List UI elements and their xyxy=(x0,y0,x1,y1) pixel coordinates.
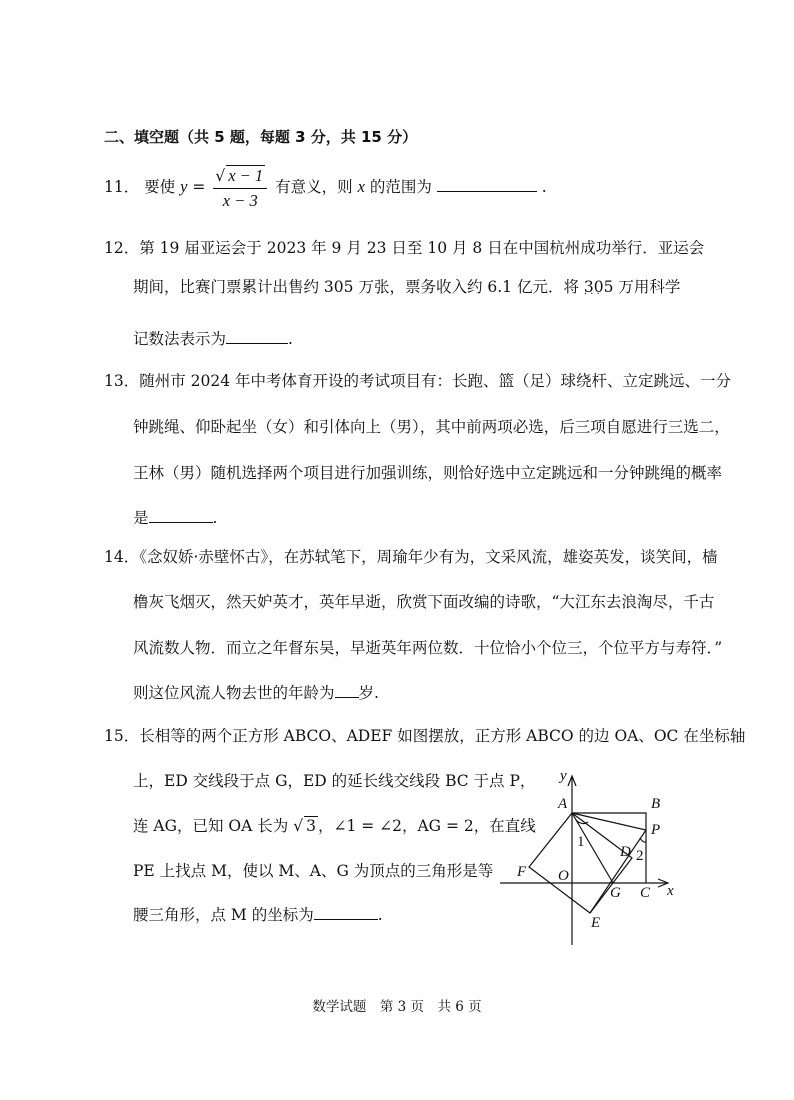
q12-end: . xyxy=(288,330,293,348)
q11-suffix: 的范围为 xyxy=(369,178,432,196)
question-15-line4: PE 上找点 M，使以 M、A、G 为顶点的三角形是等 xyxy=(133,862,494,880)
label-d: D xyxy=(620,844,631,860)
q15-number: 15． xyxy=(104,727,140,745)
page-footer: 数学试题 第 3 页 共 6 页 xyxy=(312,999,482,1015)
question-13-line3: 王林（男）随机选择两个项目进行加强训练，则恰好选中立定跳远和一分钟跳绳的概率 xyxy=(133,464,723,482)
q12-line1: 第 19 届亚运会于 2023 年 9 月 23 日至 10 月 8 日在中国杭州成功举行．亚运会 xyxy=(139,239,705,257)
q15-line3b: ，∠1 = ∠2，AG = 2，在直线 xyxy=(317,817,536,835)
q13-number: 13． xyxy=(104,372,140,390)
label-c: C xyxy=(640,885,651,901)
q11-y: y xyxy=(180,177,188,196)
q15-sqrt: 3 xyxy=(306,817,316,835)
label-angle-2: 2 xyxy=(636,848,644,864)
q12-line2b: 用科学 xyxy=(633,278,681,296)
q15-line3a: 连 AG，已知 OA 长为 xyxy=(133,817,294,835)
section-heading: 二、填空题（共 5 题，每题 3 分，共 15 分） xyxy=(104,128,418,146)
label-g: G xyxy=(610,885,621,901)
q13-line4: 是 xyxy=(133,509,149,527)
q11-denominator: x − 3 xyxy=(222,191,258,210)
label-p: P xyxy=(651,822,661,838)
q12-line2a: 期间，比赛门票累计出售约 305 万张，票务收入约 6.1 亿元．将 xyxy=(133,278,584,296)
q11-end: . xyxy=(541,178,547,196)
q11-numerator: √ x − 1 xyxy=(213,165,267,189)
q15-line5: 腰三角形，点 M 的坐标为 xyxy=(133,906,314,924)
q11-eq: = xyxy=(192,178,211,196)
q11-number: 11． xyxy=(104,178,140,196)
q14-number: 14． xyxy=(104,548,140,566)
q13-line1: 随州市 2024 年中考体育开设的考试项目有：长跑、篮（足）球绕杆、立定跳远、一分 xyxy=(139,372,732,390)
q15-end: . xyxy=(377,906,383,924)
question-14-line2: 橹灰飞烟灭，然天妒英才，英年早逝，欣赏下面改编的诗歌，“大江东去浪淘尽，千古 xyxy=(133,593,715,611)
question-15-line3: 连 AG，已知 OA 长为 √ 3 ，∠1 = ∠2，AG = 2，在直线 xyxy=(133,817,536,835)
q11-prefix: 要使 xyxy=(144,178,176,196)
angle-2-arc xyxy=(640,838,646,842)
question-15-line2: 上，ED 交线段于点 G，ED 的延长线交线段 BC 于点 P， xyxy=(133,772,536,790)
label-b: B xyxy=(651,796,661,812)
q15-line1: 长相等的两个正方形 ABCO、ADEF 如图摆放，正方形 ABCO 的边 OA、OC 在坐标轴 xyxy=(139,727,746,745)
q12-line3: 记数法表示为 xyxy=(133,330,227,348)
label-f: F xyxy=(517,864,527,880)
q14-line4b: 岁. xyxy=(358,684,379,702)
q11-middle: 有意义，则 xyxy=(275,178,353,196)
q12-number: 12． xyxy=(104,239,140,257)
label-y: y xyxy=(560,768,567,784)
label-angle-1: 1 xyxy=(577,834,585,850)
question-13-line2: 钟跳绳、仰卧起坐（女）和引体向上（男），其中前两项必选，后三项自愿进行三选二， xyxy=(133,418,730,436)
label-x: x xyxy=(667,883,674,899)
label-e: E xyxy=(591,915,601,931)
question-14-line3: 风流数人物．而立之年督东吴，早逝英年两位数．十位恰小个位三，个位平方与寿符．” xyxy=(133,639,723,657)
label-o: O xyxy=(558,868,569,884)
label-a: A xyxy=(558,796,568,812)
q11-x: x xyxy=(357,177,365,196)
q14-line4a: 则这位风流人物去世的年龄为 xyxy=(133,684,335,702)
q13-end: . xyxy=(212,509,218,527)
q14-line1: 《念奴娇·赤壁怀古》，在苏轼笔下，周瑜年少有为，文采风流，雄姿英发，谈笑间，樯 xyxy=(139,548,718,566)
q11-numerator-text: x − 1 xyxy=(228,166,264,185)
q12-emphasis: 305 万 · · · xyxy=(584,275,634,297)
